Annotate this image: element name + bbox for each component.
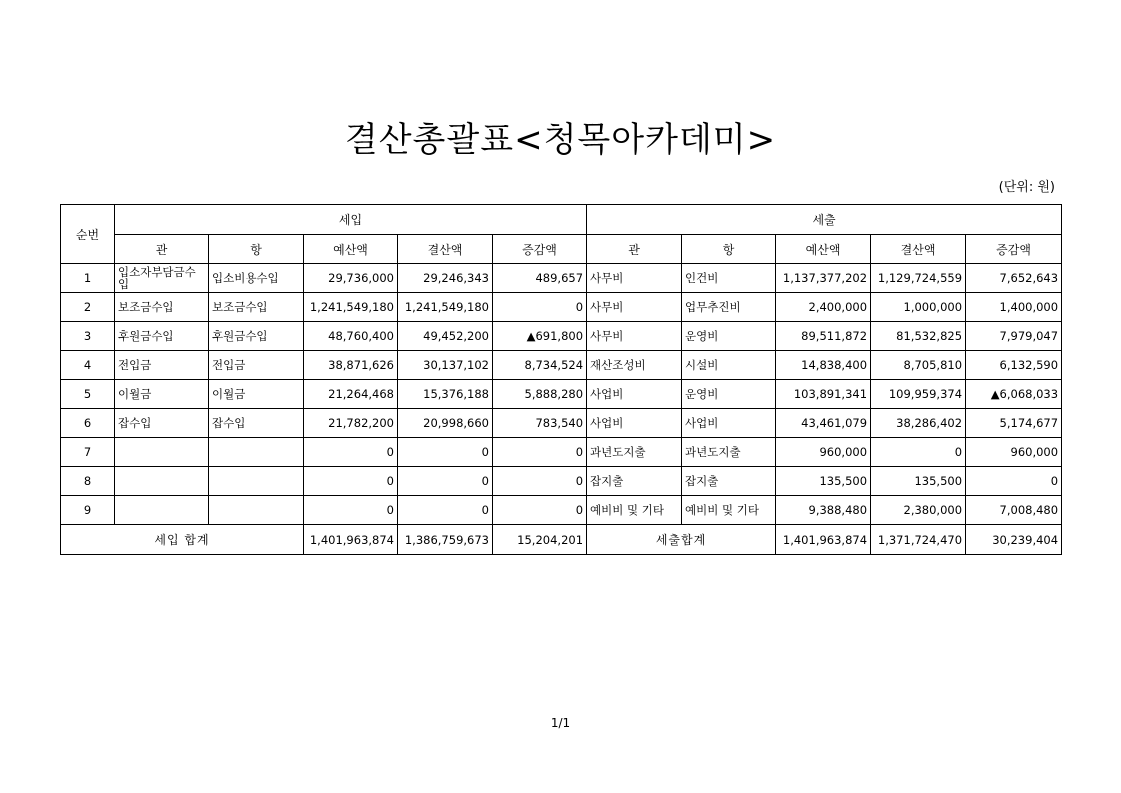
seq-cell: 5 [61, 380, 115, 409]
expense-gwan-cell: 사무비 [587, 293, 682, 322]
income-total-settle: 1,386,759,673 [398, 525, 493, 555]
income-budget-cell: 21,782,200 [304, 409, 398, 438]
table-row [61, 351, 1062, 380]
expense-budget-cell: 43,461,079 [776, 409, 871, 438]
income-settle-cell: 49,452,200 [398, 322, 493, 351]
seq-cell: 7 [61, 438, 115, 467]
income-diff-cell: 783,540 [493, 409, 587, 438]
table-footer [61, 525, 1062, 555]
expense-budget-header: 예산액 [776, 235, 871, 264]
expense-settle-cell: 2,380,000 [871, 496, 966, 525]
expense-gwan-cell: 예비비 및 기타 [587, 496, 682, 525]
unit-label: (단위: 원) [998, 180, 1055, 195]
expense-settle-cell: 135,500 [871, 467, 966, 496]
expense-diff-cell: 1,400,000 [966, 293, 1062, 322]
income-gwan-cell [115, 496, 209, 525]
income-budget-cell: 48,760,400 [304, 322, 398, 351]
income-diff-cell: 0 [493, 293, 587, 322]
expense-total-budget: 1,401,963,874 [776, 525, 871, 555]
seq-cell: 2 [61, 293, 115, 322]
income-budget-cell: 0 [304, 496, 398, 525]
income-budget-cell: 1,241,549,180 [304, 293, 398, 322]
expense-budget-cell: 2,400,000 [776, 293, 871, 322]
expense-budget-cell: 1,137,377,202 [776, 264, 871, 293]
expense-hang-header: 항 [682, 235, 776, 264]
income-total-budget: 1,401,963,874 [304, 525, 398, 555]
table-row [61, 264, 1062, 293]
table-row [61, 293, 1062, 322]
expense-gwan-cell: 사업비 [587, 380, 682, 409]
income-settle-header: 결산액 [398, 235, 493, 264]
income-gwan-cell: 잡수입 [115, 409, 209, 438]
income-diff-cell: 0 [493, 467, 587, 496]
income-hang-header: 항 [209, 235, 304, 264]
income-diff-header: 증감액 [493, 235, 587, 264]
income-total-label: 세입 합계 [61, 525, 304, 555]
income-budget-cell: 21,264,468 [304, 380, 398, 409]
expense-budget-cell: 14,838,400 [776, 351, 871, 380]
expense-hang-cell: 예비비 및 기타 [682, 496, 776, 525]
expense-gwan-cell: 재산조성비 [587, 351, 682, 380]
seq-cell: 6 [61, 409, 115, 438]
expense-gwan-cell: 사무비 [587, 264, 682, 293]
seq-cell: 4 [61, 351, 115, 380]
income-diff-cell: 0 [493, 496, 587, 525]
income-diff-cell: 8,734,524 [493, 351, 587, 380]
seq-cell: 3 [61, 322, 115, 351]
income-settle-cell: 1,241,549,180 [398, 293, 493, 322]
income-settle-cell: 20,998,660 [398, 409, 493, 438]
income-diff-cell: 5,888,280 [493, 380, 587, 409]
income-hang-cell: 입소비용수입 [209, 264, 304, 293]
header-column-row [61, 235, 1062, 264]
expense-settle-cell: 8,705,810 [871, 351, 966, 380]
income-hang-cell [209, 496, 304, 525]
settlement-summary-table [60, 204, 1062, 555]
income-gwan-cell: 보조금수입 [115, 293, 209, 322]
expense-settle-cell: 0 [871, 438, 966, 467]
table-body [61, 264, 1062, 525]
expense-settle-header: 결산액 [871, 235, 966, 264]
seq-cell: 1 [61, 264, 115, 293]
income-total-diff: 15,204,201 [493, 525, 587, 555]
expense-diff-cell: 5,174,677 [966, 409, 1062, 438]
income-budget-header: 예산액 [304, 235, 398, 264]
expense-settle-cell: 38,286,402 [871, 409, 966, 438]
expense-hang-cell: 사업비 [682, 409, 776, 438]
seq-cell: 8 [61, 467, 115, 496]
expense-diff-cell: 7,652,643 [966, 264, 1062, 293]
income-hang-cell [209, 467, 304, 496]
table-row [61, 409, 1062, 438]
expense-gwan-header: 관 [587, 235, 682, 264]
income-hang-cell: 후원금수입 [209, 322, 304, 351]
expense-hang-cell: 인건비 [682, 264, 776, 293]
expense-budget-cell: 9,388,480 [776, 496, 871, 525]
income-settle-cell: 30,137,102 [398, 351, 493, 380]
income-gwan-cell: 후원금수입 [115, 322, 209, 351]
expense-total-settle: 1,371,724,470 [871, 525, 966, 555]
expense-hang-cell: 운영비 [682, 380, 776, 409]
expense-diff-cell: 7,008,480 [966, 496, 1062, 525]
income-settle-cell: 0 [398, 496, 493, 525]
income-diff-cell: 489,657 [493, 264, 587, 293]
expense-diff-cell: 960,000 [966, 438, 1062, 467]
income-budget-cell: 0 [304, 467, 398, 496]
table-row [61, 438, 1062, 467]
income-gwan-cell: 입소자부담금수입 [115, 264, 209, 293]
expense-gwan-cell: 잡지출 [587, 467, 682, 496]
income-settle-cell: 0 [398, 467, 493, 496]
expense-gwan-cell: 사업비 [587, 409, 682, 438]
seq-cell: 9 [61, 496, 115, 525]
table-header [61, 205, 1062, 264]
expense-settle-cell: 1,000,000 [871, 293, 966, 322]
expense-diff-cell: 7,979,047 [966, 322, 1062, 351]
income-budget-cell: 29,736,000 [304, 264, 398, 293]
income-hang-cell: 전입금 [209, 351, 304, 380]
income-budget-cell: 0 [304, 438, 398, 467]
expense-diff-header: 증감액 [966, 235, 1062, 264]
income-settle-cell: 0 [398, 438, 493, 467]
income-diff-cell: 0 [493, 438, 587, 467]
expense-hang-cell: 운영비 [682, 322, 776, 351]
income-group-header: 세입 [115, 205, 587, 235]
expense-settle-cell: 109,959,374 [871, 380, 966, 409]
expense-total-diff: 30,239,404 [966, 525, 1062, 555]
income-gwan-cell: 전입금 [115, 351, 209, 380]
income-settle-cell: 15,376,188 [398, 380, 493, 409]
page-number: 1/1 [550, 716, 571, 730]
expense-gwan-cell: 사무비 [587, 322, 682, 351]
income-gwan-cell: 이월금 [115, 380, 209, 409]
income-budget-cell: 38,871,626 [304, 351, 398, 380]
expense-diff-cell: 6,132,590 [966, 351, 1062, 380]
expense-hang-cell: 과년도지출 [682, 438, 776, 467]
expense-settle-cell: 81,532,825 [871, 322, 966, 351]
expense-total-label: 세출합계 [587, 525, 776, 555]
totals-row [61, 525, 1062, 555]
income-hang-cell: 보조금수입 [209, 293, 304, 322]
income-diff-cell: ▲691,800 [493, 322, 587, 351]
table-row [61, 322, 1062, 351]
income-hang-cell: 잡수입 [209, 409, 304, 438]
expense-diff-cell: ▲6,068,033 [966, 380, 1062, 409]
expense-budget-cell: 960,000 [776, 438, 871, 467]
expense-hang-cell: 시설비 [682, 351, 776, 380]
table-row [61, 496, 1062, 525]
expense-settle-cell: 1,129,724,559 [871, 264, 966, 293]
header-group-row [61, 205, 1062, 235]
document-title: 결산총괄표<청목아카데미> [344, 120, 777, 160]
income-gwan-cell [115, 467, 209, 496]
expense-hang-cell: 잡지출 [682, 467, 776, 496]
expense-diff-cell: 0 [966, 467, 1062, 496]
expense-gwan-cell: 과년도지출 [587, 438, 682, 467]
income-hang-cell [209, 438, 304, 467]
expense-group-header: 세출 [587, 205, 1062, 235]
expense-budget-cell: 89,511,872 [776, 322, 871, 351]
table-row [61, 467, 1062, 496]
table-row [61, 380, 1062, 409]
income-gwan-cell [115, 438, 209, 467]
income-hang-cell: 이월금 [209, 380, 304, 409]
expense-hang-cell: 업무추진비 [682, 293, 776, 322]
expense-budget-cell: 103,891,341 [776, 380, 871, 409]
income-settle-cell: 29,246,343 [398, 264, 493, 293]
income-gwan-header: 관 [115, 235, 209, 264]
expense-budget-cell: 135,500 [776, 467, 871, 496]
seq-header: 순번 [61, 205, 115, 264]
